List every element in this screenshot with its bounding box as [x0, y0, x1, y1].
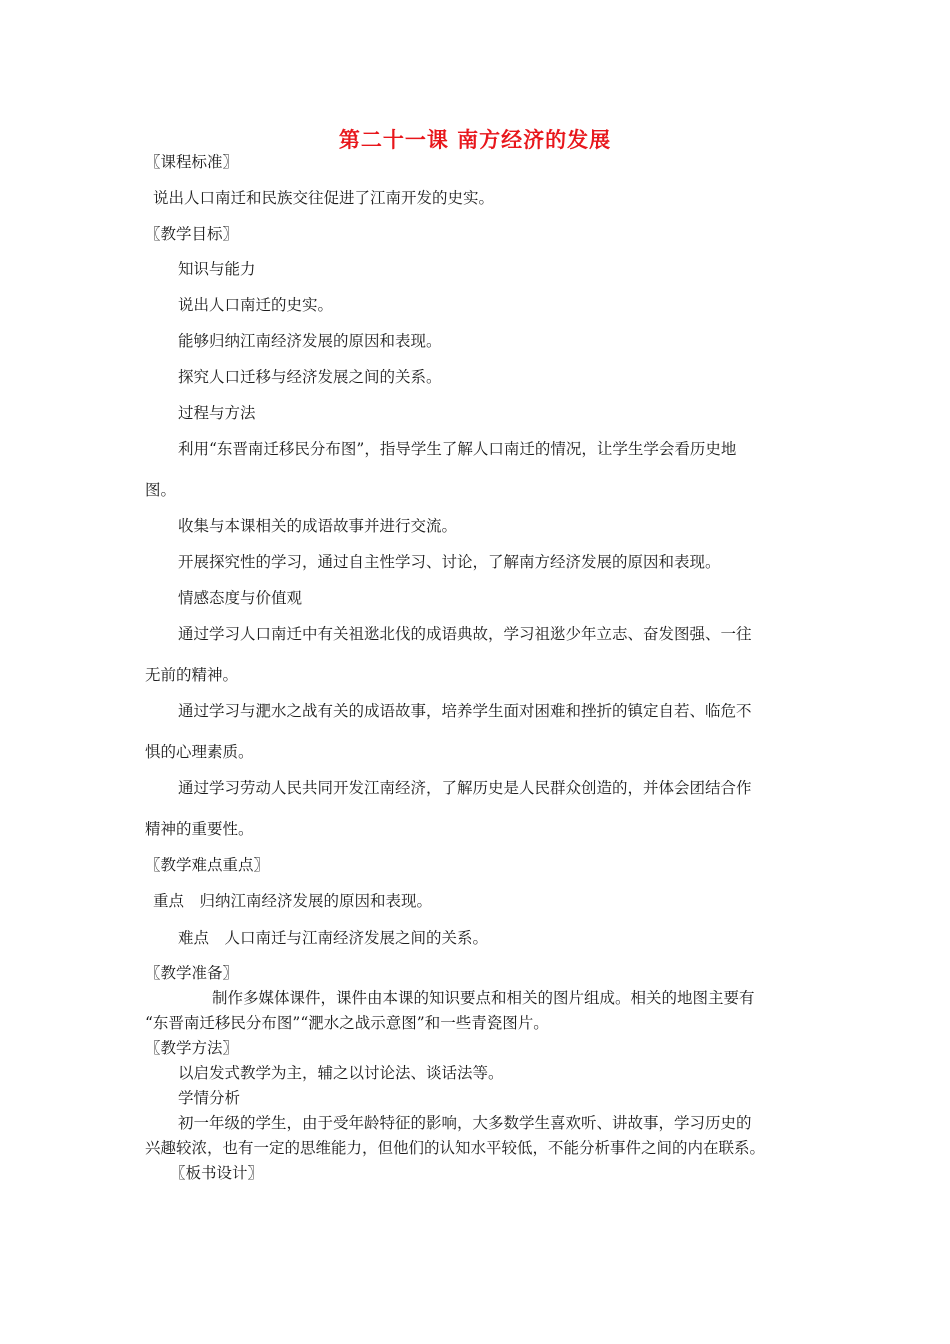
- standard-text: 说出人口南迁和民族交往促进了江南开发的史实。: [153, 189, 495, 207]
- section-heading-method: 〖教学方法〗: [145, 1039, 239, 1057]
- section-heading-board: 〖板书设计〗: [170, 1164, 264, 1182]
- section-heading-goals: 〖教学目标〗: [145, 225, 239, 243]
- goal-emotion-item: 通过学习人口南迁中有关祖逖北伐的成语典故，学习祖逖少年立志、奋发图强、一往: [178, 625, 752, 643]
- goal-emotion-item: 通过学习与淝水之战有关的成语故事，培养学生面对困难和挫折的镇定自若、临危不: [178, 702, 752, 720]
- key-point-focus: 重点 归纳江南经济发展的原因和表现。: [153, 892, 433, 910]
- lesson-title: 第二十一课 南方经济的发展: [338, 128, 612, 152]
- analysis-text-continued: 兴趣较浓，也有一定的思维能力，但他们的认知水平较低，不能分析事件之间的内在联系。: [145, 1139, 766, 1157]
- goal-process-item: 收集与本课相关的成语故事并进行交流。: [178, 517, 458, 535]
- preparation-text: 制作多媒体课件，课件由本课的知识要点和相关的图片组成。相关的地图主要有: [212, 989, 755, 1007]
- analysis-heading: 学情分析: [178, 1089, 241, 1107]
- goal-knowledge-item: 说出人口南迁的史实。: [178, 296, 334, 314]
- goal-process-item-continued: 图。: [145, 481, 177, 499]
- goal-process-item: 开展探究性的学习，通过自主性学习、讨论，了解南方经济发展的原因和表现。: [178, 553, 721, 571]
- key-point-difficulty: 难点 人口南迁与江南经济发展之间的关系。: [178, 929, 489, 947]
- goal-subheading-knowledge: 知识与能力: [178, 260, 256, 278]
- preparation-text-continued: “东晋南迁移民分布图”“淝水之战示意图”和一些青瓷图片。: [145, 1014, 549, 1032]
- analysis-text: 初一年级的学生，由于受年龄特征的影响，大多数学生喜欢听、讲故事，学习历史的: [178, 1114, 752, 1132]
- goal-knowledge-item: 能够归纳江南经济发展的原因和表现。: [178, 332, 442, 350]
- method-text: 以启发式教学为主，辅之以讨论法、谈话法等。: [178, 1064, 504, 1082]
- goal-emotion-item-continued: 惧的心理素质。: [145, 743, 254, 761]
- goal-process-item: 利用“东晋南迁移民分布图”，指导学生了解人口南迁的情况，让学生学会看历史地: [178, 440, 737, 458]
- section-heading-key-points: 〖教学难点重点〗: [145, 856, 270, 874]
- goal-knowledge-item: 探究人口迁移与经济发展之间的关系。: [178, 368, 442, 386]
- goal-subheading-process: 过程与方法: [178, 404, 256, 422]
- section-heading-preparation: 〖教学准备〗: [145, 964, 239, 982]
- goal-emotion-item-continued: 无前的精神。: [145, 666, 239, 684]
- goal-subheading-emotion: 情感态度与价值观: [178, 589, 303, 607]
- goal-emotion-item-continued: 精神的重要性。: [145, 820, 254, 838]
- section-heading-standard: 〖课程标准〗: [145, 153, 239, 171]
- goal-emotion-item: 通过学习劳动人民共同开发江南经济，了解历史是人民群众创造的，并体会团结合作: [178, 779, 752, 797]
